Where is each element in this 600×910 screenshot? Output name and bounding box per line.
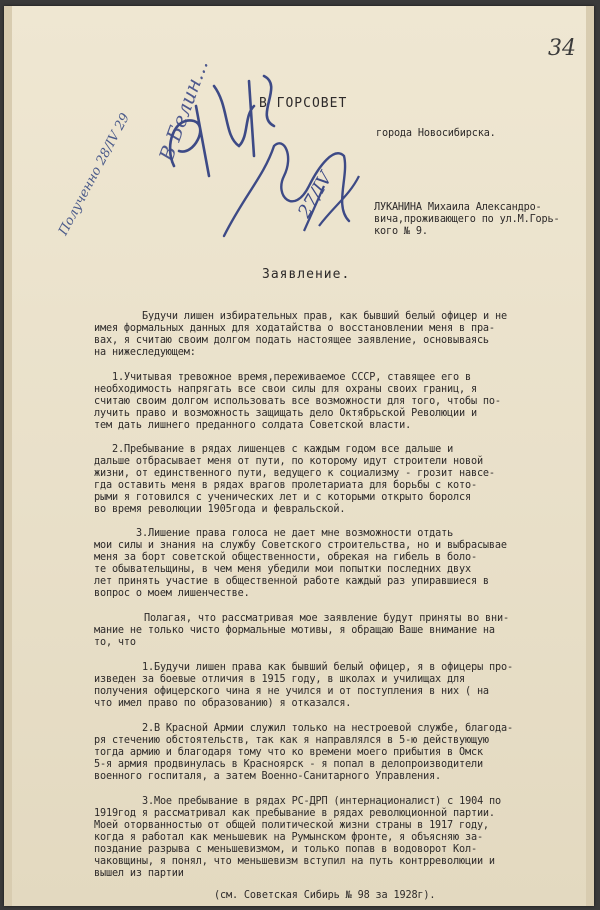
right-edge [586,6,594,906]
text-line: считаю своим долгом использовать все возможности для того, чтобы по- [94,396,501,407]
sender-line-2: вича,проживающего по ул.М.Горь- [374,214,560,225]
text-line: ря стечению обстоятельств, так как я направлялся в 5-ю действующую [94,735,489,746]
text-line: лучить право и возможность защищать дело Октябрьской Революции и [94,408,477,419]
text-line: 1.Учитывая тревожное время,переживаемое СССР, ставящее его в [112,372,472,383]
document-sheet [4,6,594,906]
text-line: во время революции 1905года и февральской. [94,504,346,515]
text-line: на нижеследующем: [94,347,196,358]
text-line: Полагая, что рассматривая мое заявление будут приняты во вни- [144,613,509,624]
text-line: 1919год я рассматривал как пребывание в рядах революционной партии. [94,808,495,819]
text-line: 2.В Красной Армии служил только на нестроевой службе, благода- [142,723,513,734]
text-line: что имел право по образованию) я отказался. [94,698,352,709]
text-line: рыми я готовился с ученических лет и с которыми открыто боролся [94,492,471,503]
text-line: поздание разрыва с меньшевизмом, и только попав в водоворот Кол- [94,844,477,855]
sender-line-1: ЛУКАНИНА Михаила Александро- [374,202,542,213]
handwritten-received-note: Полученно 28/IV 29 [56,110,134,239]
text-line: 3.Лишение права голоса не дает мне возможности отдать [136,528,454,539]
text-line: 5-я армия продвинулась в Красноярск - я попал в делопроизводители [94,759,483,770]
page-number: 34 [548,36,576,61]
text-line: мои силы и знания на службу Советского строительства, но и выбрасывае [94,540,507,551]
text-line: дальше отбрасывает меня от пути, по которому идут строители новой [94,456,483,467]
text-line: меня за борт советской общественности, обрекая на гибель в боло- [94,552,477,563]
handwritten-resolution-date: 27/IV [294,168,337,222]
text-line: 1.Будучи лишен права как бывший белый офицер, я в офицеры про- [142,662,513,673]
text-line: чаковщины, я понял, что меньшевизм вступил на путь контрреволюции и [94,856,495,867]
text-line: имея формальных данных для ходатайства о восстановлении меня в пра- [94,323,495,334]
citation: (см. Советская Сибирь № 98 за 1928г). [214,890,436,901]
text-line: гда оставить меня в рядах врагов пролетариата для борьбы с кото- [94,480,477,491]
text-line: то, что [94,637,136,648]
text-line: 2.Пребывание в рядах лишенцев с каждым годом все дальше и [112,444,454,455]
text-line: когда я работал как меньшевик на Румынском фронте, я объясняю за- [94,832,483,843]
handwritten-resolution-signature [134,46,384,286]
text-line: получения офицерского чина я не учился и от поступления в них ( на [94,686,489,697]
text-line: тогда армию и благодаря тому что ко времени моего прибытия в Омск [94,747,483,758]
addressee: В ГОРСОВЕТ [259,96,348,111]
text-line: вышел из партии [94,868,184,879]
text-line: Моей оторванностью от общей политической жизни страны в 1917 году, [94,820,489,831]
text-line: лет принять участие в общественной работе каждый раз упиравшиеся в [94,576,489,587]
text-line: Будучи лишен избирательных прав, как бывший белый офицер и не [142,311,507,322]
handwritten-resolution-text: В Белин… [154,56,213,165]
text-line: 3.Мое пребывание в рядах РС-ДРП (интернационалист) с 1904 по [142,796,502,807]
text-line: необходимость напрягать все свои силы для охраны своих границ, я [94,384,477,395]
text-line: изведен за боевые отличия в 1915 году, в школах и училищах для [94,674,465,685]
document-title: Заявление. [262,267,351,282]
text-line: военного госпиталя, а затем Военно-Санитарного Управления. [94,771,442,782]
text-line: вах, я считаю своим долгом подать настоящее заявление, основываясь [94,335,489,346]
text-line: те обывательщины, в чем меня убедили мои попытки последних двух [94,564,471,575]
addressee-city: города Новосибирска. [376,128,496,139]
text-line: жизни, от единственного пути, ведущего к социализму - грозит навсе- [94,468,495,479]
text-line: тем дать лишнего преданного солдата Советской власти. [94,420,412,431]
sender-line-3: кого № 9. [374,226,428,237]
text-line: вопрос о моем лишенчестве. [94,588,250,599]
left-edge [4,6,12,906]
text-line: мание не только чисто формальные мотивы, я обращаю Ваше внимание на [94,625,495,636]
